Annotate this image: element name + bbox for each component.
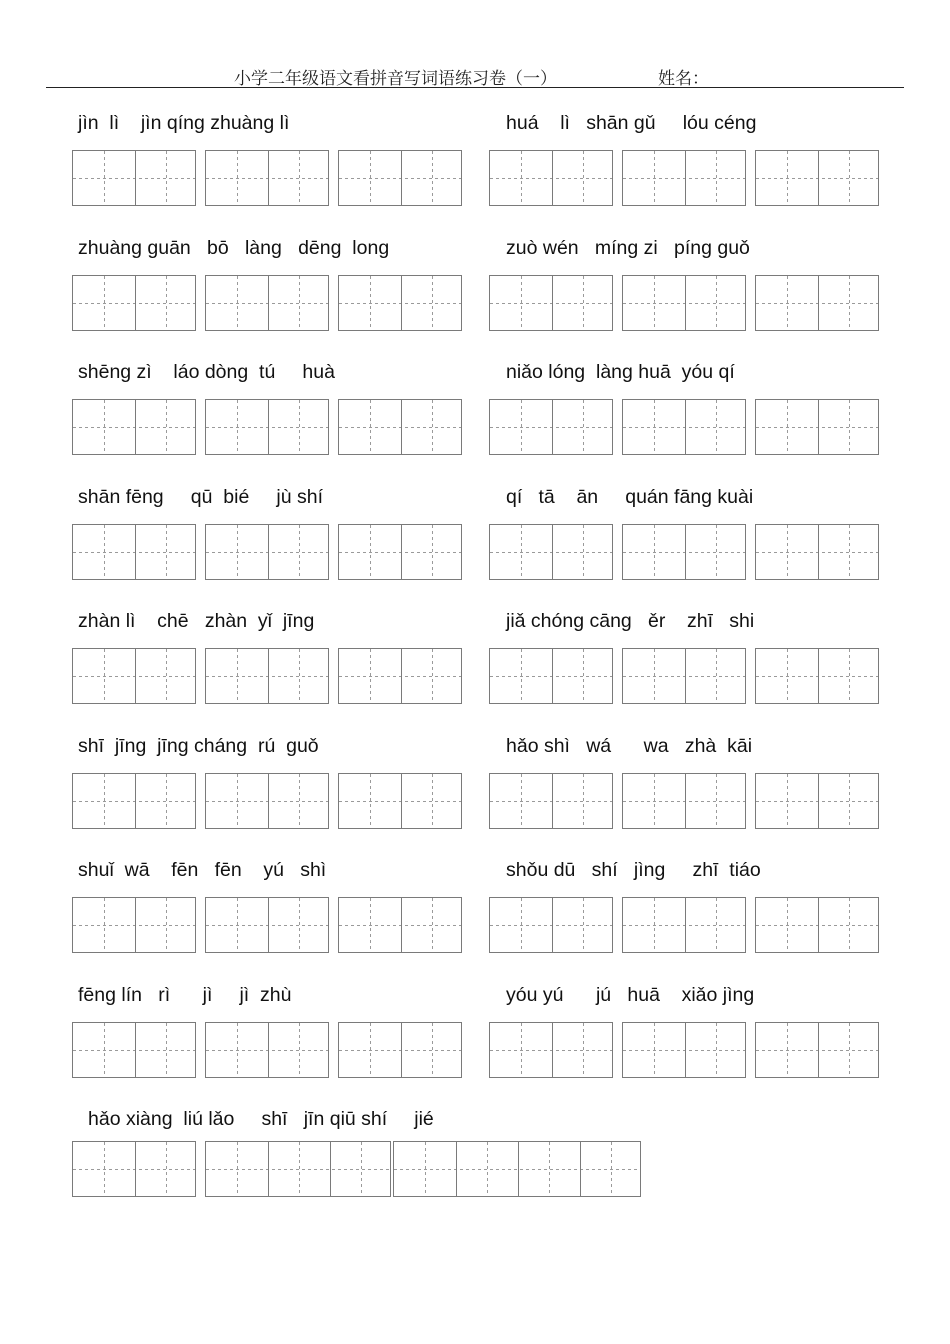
writing-cell[interactable] — [268, 1023, 330, 1077]
writing-cell[interactable] — [206, 774, 268, 828]
writing-box[interactable] — [338, 1022, 462, 1078]
writing-cell[interactable] — [623, 400, 685, 454]
writing-box[interactable] — [205, 399, 329, 455]
writing-cell[interactable] — [623, 151, 685, 205]
writing-cell[interactable] — [490, 151, 552, 205]
writing-box[interactable] — [489, 150, 613, 206]
writing-cell[interactable] — [268, 400, 330, 454]
writing-box[interactable] — [72, 150, 196, 206]
writing-box[interactable] — [72, 1141, 196, 1197]
writing-cell[interactable] — [756, 525, 818, 579]
writing-cell[interactable] — [490, 1023, 552, 1077]
writing-cell[interactable] — [206, 649, 268, 703]
writing-cell[interactable] — [580, 1142, 642, 1196]
pinyin-label: shēng zì láo dòng tú huà — [78, 361, 335, 383]
writing-box[interactable] — [622, 399, 746, 455]
writing-box[interactable] — [755, 1022, 879, 1078]
writing-box[interactable] — [72, 897, 196, 953]
writing-cell[interactable] — [623, 649, 685, 703]
writing-box[interactable] — [489, 275, 613, 331]
writing-box[interactable] — [338, 773, 462, 829]
writing-cell[interactable] — [268, 649, 330, 703]
writing-cell[interactable] — [685, 649, 747, 703]
writing-cell[interactable] — [685, 151, 747, 205]
writing-box[interactable] — [205, 1141, 391, 1197]
writing-box[interactable] — [393, 1141, 641, 1197]
writing-cell[interactable] — [73, 276, 135, 330]
writing-cell[interactable] — [552, 400, 614, 454]
writing-box[interactable] — [338, 399, 462, 455]
writing-cell[interactable] — [818, 1023, 880, 1077]
writing-cell[interactable] — [73, 649, 135, 703]
writing-cell[interactable] — [818, 151, 880, 205]
writing-cell[interactable] — [818, 774, 880, 828]
writing-cell[interactable] — [206, 400, 268, 454]
writing-cell[interactable] — [206, 1023, 268, 1077]
writing-cell[interactable] — [685, 898, 747, 952]
writing-cell[interactable] — [206, 151, 268, 205]
pinyin-label: huá lì shān gǔ lóu céng — [506, 112, 757, 134]
writing-cell[interactable] — [518, 1142, 580, 1196]
writing-box[interactable] — [489, 648, 613, 704]
writing-cell[interactable] — [552, 1023, 614, 1077]
writing-cell[interactable] — [339, 400, 401, 454]
writing-cell[interactable] — [401, 1023, 463, 1077]
writing-cell[interactable] — [330, 1142, 392, 1196]
pinyin-label: shǒu dū shí jìng zhī tiáo — [506, 859, 761, 881]
writing-cell[interactable] — [552, 525, 614, 579]
writing-cell[interactable] — [268, 525, 330, 579]
writing-cell[interactable] — [268, 1142, 330, 1196]
pinyin-label: hǎo shì wá wa zhà kāi — [506, 735, 753, 757]
pinyin-label: shuǐ wā fēn fēn yú shì — [78, 859, 327, 881]
writing-box[interactable] — [72, 1022, 196, 1078]
writing-box[interactable] — [755, 773, 879, 829]
writing-box[interactable] — [72, 399, 196, 455]
writing-cell[interactable] — [756, 276, 818, 330]
pinyin-label: hǎo xiàng liú lǎo shī jīn qiū shí jié — [88, 1108, 434, 1130]
writing-box[interactable] — [622, 275, 746, 331]
pinyin-label: zhàn lì chē zhàn yǐ jīng — [78, 610, 315, 632]
pinyin-label: jiǎ chóng cāng ěr zhī shi — [506, 610, 755, 632]
writing-cell[interactable] — [268, 276, 330, 330]
writing-cell[interactable] — [339, 151, 401, 205]
writing-cell[interactable] — [818, 898, 880, 952]
writing-box[interactable] — [205, 1022, 329, 1078]
writing-cell[interactable] — [73, 525, 135, 579]
writing-cell[interactable] — [73, 1142, 135, 1196]
writing-box[interactable] — [622, 524, 746, 580]
pinyin-label: shān fēng qū bié jù shí — [78, 486, 323, 508]
writing-cell[interactable] — [73, 898, 135, 952]
writing-box[interactable] — [622, 897, 746, 953]
writing-cell[interactable] — [623, 774, 685, 828]
writing-cell[interactable] — [73, 1023, 135, 1077]
writing-cell[interactable] — [685, 525, 747, 579]
writing-cell[interactable] — [552, 276, 614, 330]
writing-cell[interactable] — [401, 525, 463, 579]
writing-box[interactable] — [205, 773, 329, 829]
pinyin-label: niǎo lóng làng huā yóu qí — [506, 361, 735, 383]
pinyin-label: shī jīng jīng cháng rú guǒ — [78, 735, 319, 757]
writing-box[interactable] — [205, 897, 329, 953]
writing-cell[interactable] — [135, 1023, 197, 1077]
writing-box[interactable] — [755, 275, 879, 331]
writing-cell[interactable] — [339, 898, 401, 952]
writing-box[interactable] — [489, 399, 613, 455]
writing-box[interactable] — [622, 773, 746, 829]
writing-box[interactable] — [338, 648, 462, 704]
writing-cell[interactable] — [623, 276, 685, 330]
writing-box[interactable] — [205, 648, 329, 704]
writing-box[interactable] — [755, 399, 879, 455]
writing-cell[interactable] — [685, 774, 747, 828]
writing-box[interactable] — [205, 275, 329, 331]
writing-box[interactable] — [72, 773, 196, 829]
writing-cell[interactable] — [339, 649, 401, 703]
worksheet-title: 小学二年级语文看拼音写词语练习卷（一） — [234, 69, 557, 89]
writing-cell[interactable] — [268, 774, 330, 828]
writing-box[interactable] — [489, 524, 613, 580]
writing-cell[interactable] — [490, 774, 552, 828]
header-rule — [46, 87, 904, 88]
writing-cell[interactable] — [490, 276, 552, 330]
writing-cell[interactable] — [552, 151, 614, 205]
writing-cell[interactable] — [685, 400, 747, 454]
writing-cell[interactable] — [685, 276, 747, 330]
writing-box[interactable] — [205, 150, 329, 206]
writing-cell[interactable] — [401, 400, 463, 454]
writing-box[interactable] — [622, 648, 746, 704]
writing-cell[interactable] — [818, 649, 880, 703]
pinyin-label: zuò wén míng zi píng guǒ — [506, 237, 750, 259]
writing-cell[interactable] — [73, 774, 135, 828]
writing-cell[interactable] — [268, 151, 330, 205]
writing-cell[interactable] — [456, 1142, 518, 1196]
writing-cell[interactable] — [756, 1023, 818, 1077]
writing-cell[interactable] — [552, 898, 614, 952]
writing-box[interactable] — [205, 524, 329, 580]
writing-box[interactable] — [338, 275, 462, 331]
writing-cell[interactable] — [818, 400, 880, 454]
writing-box[interactable] — [489, 773, 613, 829]
writing-cell[interactable] — [552, 649, 614, 703]
pinyin-label: fēng lín rì jì jì zhù — [78, 984, 292, 1006]
writing-box[interactable] — [489, 897, 613, 953]
writing-cell[interactable] — [756, 151, 818, 205]
pinyin-label: yóu yú jú huā xiǎo jìng — [506, 984, 755, 1006]
writing-cell[interactable] — [401, 898, 463, 952]
writing-cell[interactable] — [135, 1142, 197, 1196]
pinyin-label: qí tā ān quán fāng kuài — [506, 486, 754, 508]
writing-cell[interactable] — [268, 898, 330, 952]
writing-cell[interactable] — [206, 525, 268, 579]
writing-box[interactable] — [622, 1022, 746, 1078]
writing-box[interactable] — [72, 648, 196, 704]
writing-cell[interactable] — [135, 151, 197, 205]
writing-cell[interactable] — [135, 649, 197, 703]
writing-cell[interactable] — [135, 276, 197, 330]
writing-box[interactable] — [338, 150, 462, 206]
writing-cell[interactable] — [552, 774, 614, 828]
writing-cell[interactable] — [135, 898, 197, 952]
writing-cell[interactable] — [135, 400, 197, 454]
writing-box[interactable] — [489, 1022, 613, 1078]
writing-cell[interactable] — [401, 276, 463, 330]
writing-cell[interactable] — [490, 525, 552, 579]
writing-cell[interactable] — [339, 774, 401, 828]
writing-cell[interactable] — [623, 1023, 685, 1077]
writing-cell[interactable] — [206, 1142, 268, 1196]
writing-cell[interactable] — [756, 774, 818, 828]
writing-box[interactable] — [72, 275, 196, 331]
writing-cell[interactable] — [206, 898, 268, 952]
writing-cell[interactable] — [756, 400, 818, 454]
writing-cell[interactable] — [401, 774, 463, 828]
writing-box[interactable] — [755, 648, 879, 704]
writing-cell[interactable] — [685, 1023, 747, 1077]
writing-cell[interactable] — [135, 525, 197, 579]
writing-box[interactable] — [338, 524, 462, 580]
writing-cell[interactable] — [339, 1023, 401, 1077]
writing-cell[interactable] — [73, 400, 135, 454]
writing-box[interactable] — [72, 524, 196, 580]
writing-cell[interactable] — [756, 898, 818, 952]
pinyin-label: jìn lì jìn qíng zhuàng lì — [78, 112, 290, 134]
writing-cell[interactable] — [623, 525, 685, 579]
writing-cell[interactable] — [490, 400, 552, 454]
writing-cell[interactable] — [623, 898, 685, 952]
writing-cell[interactable] — [490, 898, 552, 952]
writing-cell[interactable] — [756, 649, 818, 703]
writing-box[interactable] — [622, 150, 746, 206]
writing-box[interactable] — [755, 150, 879, 206]
writing-cell[interactable] — [490, 649, 552, 703]
writing-cell[interactable] — [818, 276, 880, 330]
writing-cell[interactable] — [135, 774, 197, 828]
writing-box[interactable] — [755, 897, 879, 953]
writing-cell[interactable] — [206, 276, 268, 330]
name-field-label: 姓名： — [658, 69, 709, 89]
writing-cell[interactable] — [401, 151, 463, 205]
writing-cell[interactable] — [339, 276, 401, 330]
writing-cell[interactable] — [73, 151, 135, 205]
writing-cell[interactable] — [339, 525, 401, 579]
writing-box[interactable] — [755, 524, 879, 580]
writing-cell[interactable] — [818, 525, 880, 579]
pinyin-label: zhuàng guān bō làng dēng long — [78, 237, 390, 259]
writing-cell[interactable] — [401, 649, 463, 703]
writing-box[interactable] — [338, 897, 462, 953]
writing-cell[interactable] — [394, 1142, 456, 1196]
